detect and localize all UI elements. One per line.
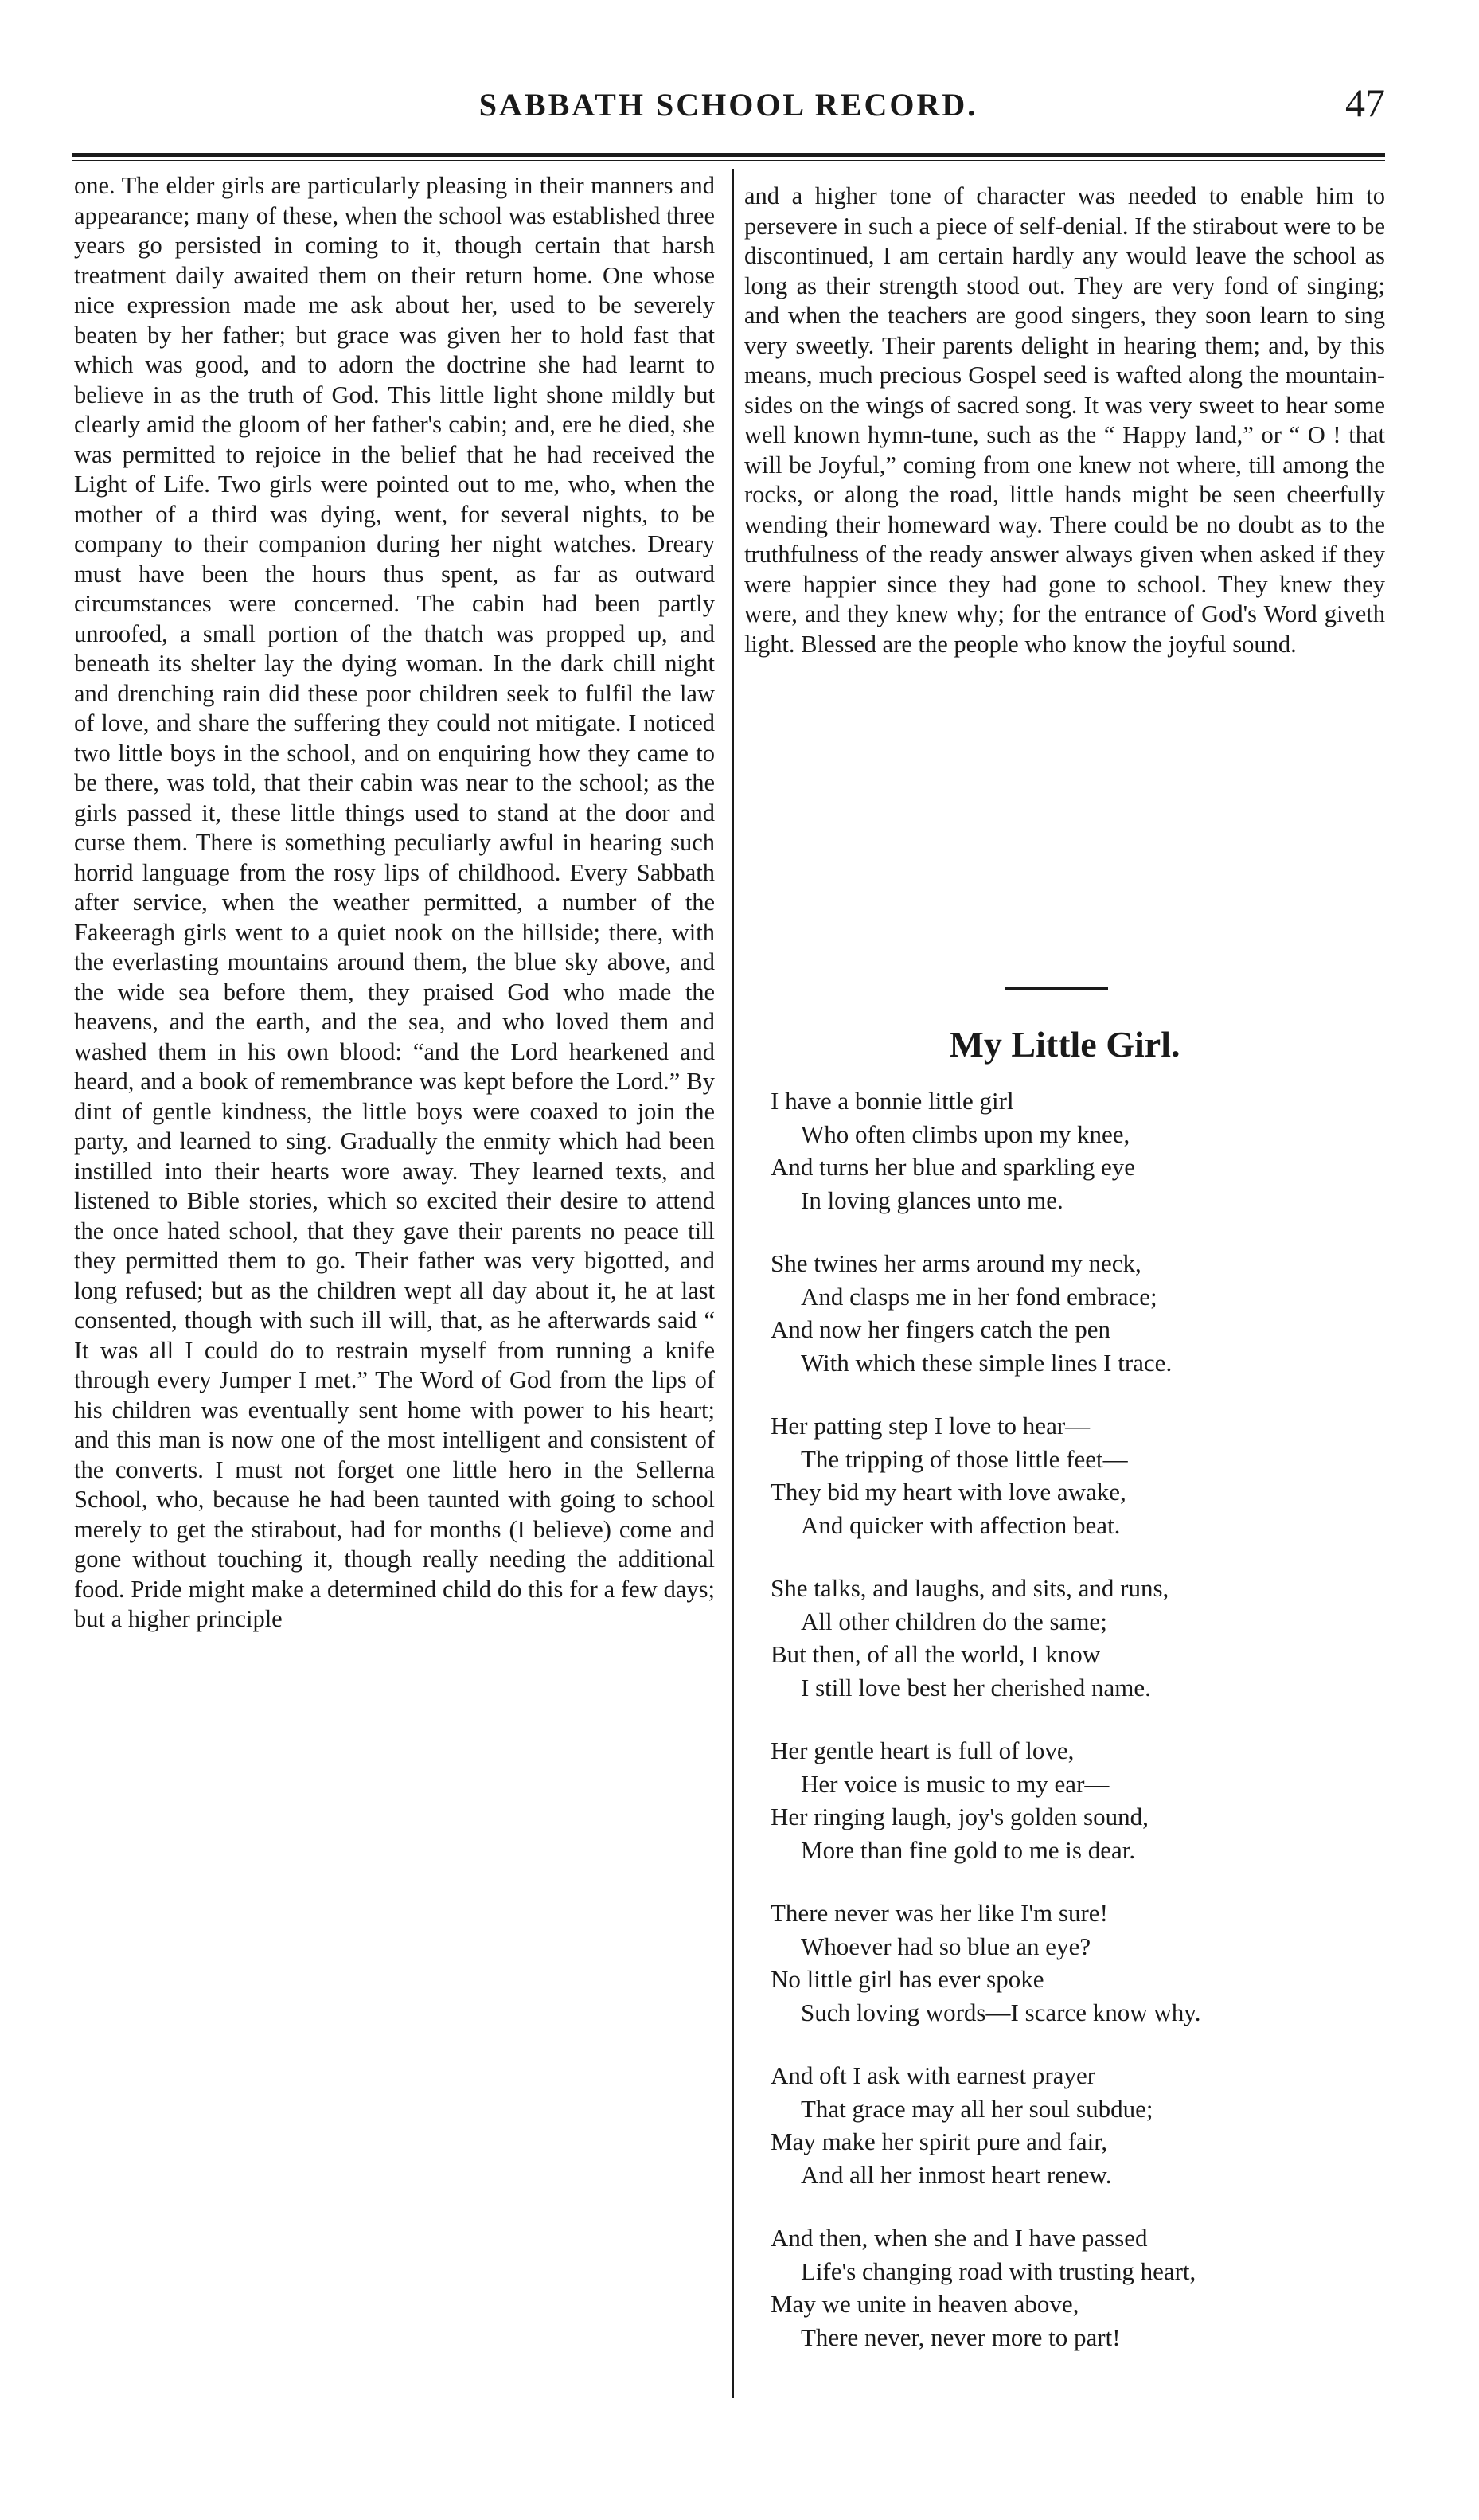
right-column-prose <box>744 182 1385 659</box>
poem-line: Her voice is music to my ear— <box>801 1769 1110 1798</box>
poem-stanza <box>771 1247 1391 1379</box>
poem-stanza <box>771 2059 1391 2191</box>
poem-stanza <box>771 1084 1391 1217</box>
poem-line: I have a bonnie little girl <box>771 1087 1014 1115</box>
poem-line: Her ringing laugh, joy's golden sound, <box>771 1803 1149 1830</box>
poem-line: With which these simple lines I trace. <box>801 1348 1173 1377</box>
poem <box>771 1084 1391 2384</box>
poem-line: There never, never more to part! <box>801 2323 1121 2351</box>
section-divider-rule <box>1005 987 1108 990</box>
page-number: 47 <box>1345 80 1385 125</box>
running-title: SABBATH SCHOOL RECORD. <box>478 87 978 123</box>
header-rule-thin <box>72 160 1385 161</box>
poem-stanza <box>771 1897 1391 2029</box>
poem-line: And then, when she and I have passed <box>771 2224 1148 2252</box>
poem-line: May make her spirit pure and fair, <box>771 2127 1108 2155</box>
poem-line: More than fine gold to me is dear. <box>801 1835 1136 1864</box>
poem-line: Such loving words—I scarce know why. <box>801 1998 1201 2026</box>
poem-line: And oft I ask with earnest prayer <box>771 2061 1096 2089</box>
running-header <box>72 80 1385 135</box>
poem-line: Life's changing road with trusting heart, <box>801 2256 1196 2285</box>
poem-line: She twines her arms around my neck, <box>771 1249 1141 1277</box>
poem-line: And turns her blue and sparkling eye <box>771 1153 1135 1181</box>
poem-line: And all her inmost heart renew. <box>801 2160 1112 2189</box>
poem-title: My Little Girl. <box>949 1024 1180 1065</box>
left-column <box>74 171 715 1635</box>
poem-stanza <box>771 1734 1391 1866</box>
poem-line: All other children do the same; <box>801 1607 1107 1635</box>
poem-line: And now her fingers catch the pen <box>771 1315 1110 1343</box>
poem-line: But then, of all the world, I know <box>771 1640 1101 1668</box>
poem-line: Whoever had so blue an eye? <box>801 1932 1091 1960</box>
poem-line: That grace may all her soul subdue; <box>801 2094 1153 2123</box>
poem-line: I still love best her cherished name. <box>801 1673 1151 1701</box>
poem-stanza <box>771 1572 1391 1704</box>
column-divider <box>732 169 734 2398</box>
poem-line: No little girl has ever spoke <box>771 1965 1044 1993</box>
poem-line: They bid my heart with love awake, <box>771 1478 1126 1506</box>
poem-line: And quicker with affection beat. <box>801 1510 1121 1539</box>
poem-line: May we unite in heaven above, <box>771 2290 1079 2318</box>
poem-line: She talks, and laughs, and sits, and runs, <box>771 1574 1169 1602</box>
right-paragraph: and a higher tone of character was needed to enable him to persevere in such a piece of self-denial. If the stirabout were to be discontinued, I am certain hardly any would leave the school as long as their strength stood out. They are very fond of singing; and when the teachers are good singers, they soon learn to sing very sweetly. Their parents delight in hearing them; and, by this means, much precious Gospel seed is wafted along the mountain-sides on the wings of sacred song. It was very sweet to hear some well known hymn-tune, such as the “ Happy land,” or “ O ! that will be Joyful,” coming from one knew not where, till among the rocks, or along the road, little hands might be seen cheerfully wending their homeward way. There could be no doubt as to the truthfulness of the ready answer always given when asked if they were happier since they had gone to school. They knew they were, and they knew why; for the entrance of God's Word giveth light. Blessed are the people who know the joyful sound. <box>744 182 1385 658</box>
poem-line: Her gentle heart is full of love, <box>771 1737 1075 1764</box>
poem-line: The tripping of those little feet— <box>801 1444 1128 1473</box>
poem-line: In loving glances unto me. <box>801 1186 1063 1214</box>
poem-line: There never was her like I'm sure! <box>771 1899 1108 1927</box>
poem-line: Who often climbs upon my knee, <box>801 1119 1130 1148</box>
header-rule-thick <box>72 153 1385 157</box>
poem-line: Her patting step I love to hear— <box>771 1412 1091 1440</box>
poem-stanza <box>771 1409 1391 1541</box>
poem-stanza <box>771 2221 1391 2354</box>
left-paragraph: one. The elder girls are particularly pleasing in their manners and appearance; many of these, when the school was established three years go persisted in coming to it, though certain that harsh treatment daily awaited them on their return home. One whose nice expression made me ask about her, used to be severely beaten by her father; but grace was given her to hold fast that which was good, and to adorn the doctrine she had learnt to believe in as the truth of God. This little light shone mildly but clearly amid the gloom of her father's cabin; and, ere he died, she was permitted to rejoice in the belief that he had received the Light of Life. Two girls were pointed out to me, who, when the mother of a third was dying, went, for several nights, to be company to their companion during her night watches. Dreary must have been the hours thus spent, as far as outward circumstances were concerned. The cabin had been partly unroofed, a small portion of the thatch was propped up, and beneath its shelter lay the dying woman. In the dark chill night and drenching rain did these poor children seek to fulfil the law of love, and share the suffering they could not mitigate. I noticed two little boys in the school, and on enquiring how they came to be there, was told, that their cabin was near to the school; as the girls passed it, these little things used to stand at the door and curse them. There is something peculiarly awful in hearing such horrid language from the rosy lips of childhood. Every Sabbath after service, when the weather permitted, a number of the Fakeeragh girls went to a quiet nook on the hillside; there, with the everlasting mountains around them, the blue sky above, and the wide sea before them, they praised God who made the heavens, and the earth, and the sea, and who loved them and washed them in his own blood: “and the Lord hearkened and heard, and a book of remembrance was kept before the Lord.” By dint of gentle kindness, the little boys were coaxed to join the party, and learned to sing. Gradually the enmity which had been instilled into their hearts wore away. They learned texts, and listened to Bible stories, which so excited their desire to attend the once hated school, that they gave their parents no peace till they permitted them to go. Their father was very bigotted, and long refused; but as the children wept all day about it, he at last consented, though with such ill will, that, as he afterwards said “ It was all I could do to restrain myself from running a knife through every Jumper I met.” The Word of God from the lips of his children was eventually sent home with power to his heart; and this man is now one of the most intelligent and consistent of the converts. I must not forget one little hero in the Sellerna School, who, because he had been taunted with going to school merely to get the stirabout, had for months (I believe) come and gone without touching it, though really needing the additional food. Pride might make a determined child do this for a few days; but a higher principle <box>74 172 715 1632</box>
poem-line: And clasps me in her fond embrace; <box>801 1282 1157 1311</box>
